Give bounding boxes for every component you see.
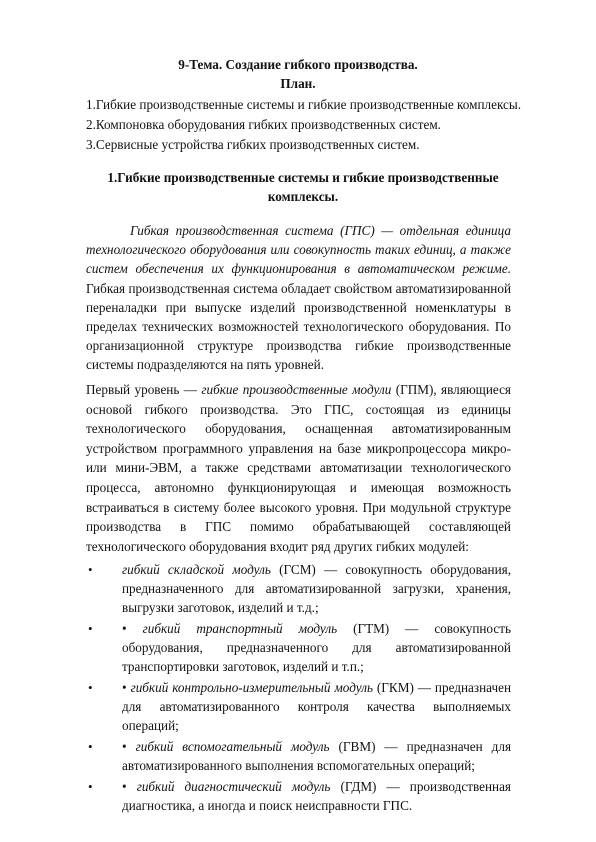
module-description: (ГСМ) — совокупность оборудования, предназначенного для автоматизированной загрузки, хранения, выгрузки заготовок, изделий и т.д.; (122, 562, 512, 615)
paragraph-first-level (86, 380, 511, 556)
document-title: 9-Тема. Создание гибкого производства. (178, 57, 418, 72)
bullet-icon: • (88, 562, 93, 577)
list-item (86, 737, 511, 775)
plan-list (86, 95, 576, 155)
term-italic: гибкие производственные модули (201, 382, 392, 397)
module-description: (ГТМ) — совокупность оборудования, предназначенного для автоматизированной транспортировки заготовок, изделий и т.п.; (122, 621, 511, 674)
bullet-icon: • (88, 621, 93, 636)
item-prefix: • (122, 739, 136, 754)
module-description: (ГВМ) — предназначен для автоматизированного выполнения вспомогательных операций; (122, 739, 512, 773)
list-item (86, 560, 511, 617)
module-name: гибкий транспортный модуль (142, 621, 338, 636)
list-item (86, 619, 511, 676)
item-prefix: • (122, 779, 137, 794)
plan-item: 1.Гибкие производственные системы и гибкие производственные комплексы. (86, 97, 522, 112)
paragraph-text: (ГПМ), являющиеся основой гибкого производства. Это ГПС, состоящая из единицы технологического оборудования, оснащенная автоматизированным устройством программного управления на базе микропроцессора микро- или мини-ЭВМ, а также средствами автоматизации технологического процесса, автономно функционирующая и имеющая возможность встраиваться в систему более высокого уровня. При модульной структуре производства в ГПС помимо обрабатывающей составляющей технологического оборудования входит ряд других гибких модулей: (86, 382, 511, 554)
list-item (86, 777, 511, 815)
paragraph-text: Гибкая производственная система обладает свойством автоматизированной переналадки при выпуске изделий производственной номенклатуры в пределах технических возможностей технологического оборудования. По организационной структуре производства гибкие производственные системы подразделяются на пять уровней. (86, 280, 511, 373)
plan-item: 3.Сервисные устройства гибких производственных систем. (86, 137, 420, 152)
item-prefix: • (122, 621, 143, 636)
list-item (86, 678, 511, 735)
plan-item: 2.Компоновка оборудования гибких производственных систем. (86, 117, 441, 132)
section-heading: 1.Гибкие производственные системы и гибкие производственные комплексы. (107, 170, 499, 204)
bullet-icon: • (88, 680, 93, 695)
paragraph-start: Первый уровень — (86, 382, 202, 397)
module-name: гибкий складской модуль (122, 562, 271, 577)
bullet-icon: • (88, 739, 93, 754)
paragraph-gps-definition (86, 221, 511, 375)
module-name: гибкий вспомогательный модуль (135, 739, 330, 754)
plan-heading: План. (280, 76, 316, 91)
module-description: (ГКМ) — предназначен для автоматизированного контроля качества выполняемых операций; (122, 680, 511, 733)
bullet-icon: • (88, 779, 93, 794)
modules-list (86, 560, 511, 817)
module-name: гибкий контрольно-измерительный модуль (130, 680, 373, 695)
item-prefix: • (122, 680, 131, 695)
definition-italic: Гибкая производственная система (ГПС) — отдельная единица технологического оборудования или совокупность таких единиц, а также систем обеспечения их функционирования в автоматическом режиме. (86, 223, 511, 277)
module-description: (ГДМ) — производственная диагностика, а иногда и поиск неисправности ГПС. (122, 779, 511, 813)
module-name: гибкий диагностический модуль (136, 779, 331, 794)
